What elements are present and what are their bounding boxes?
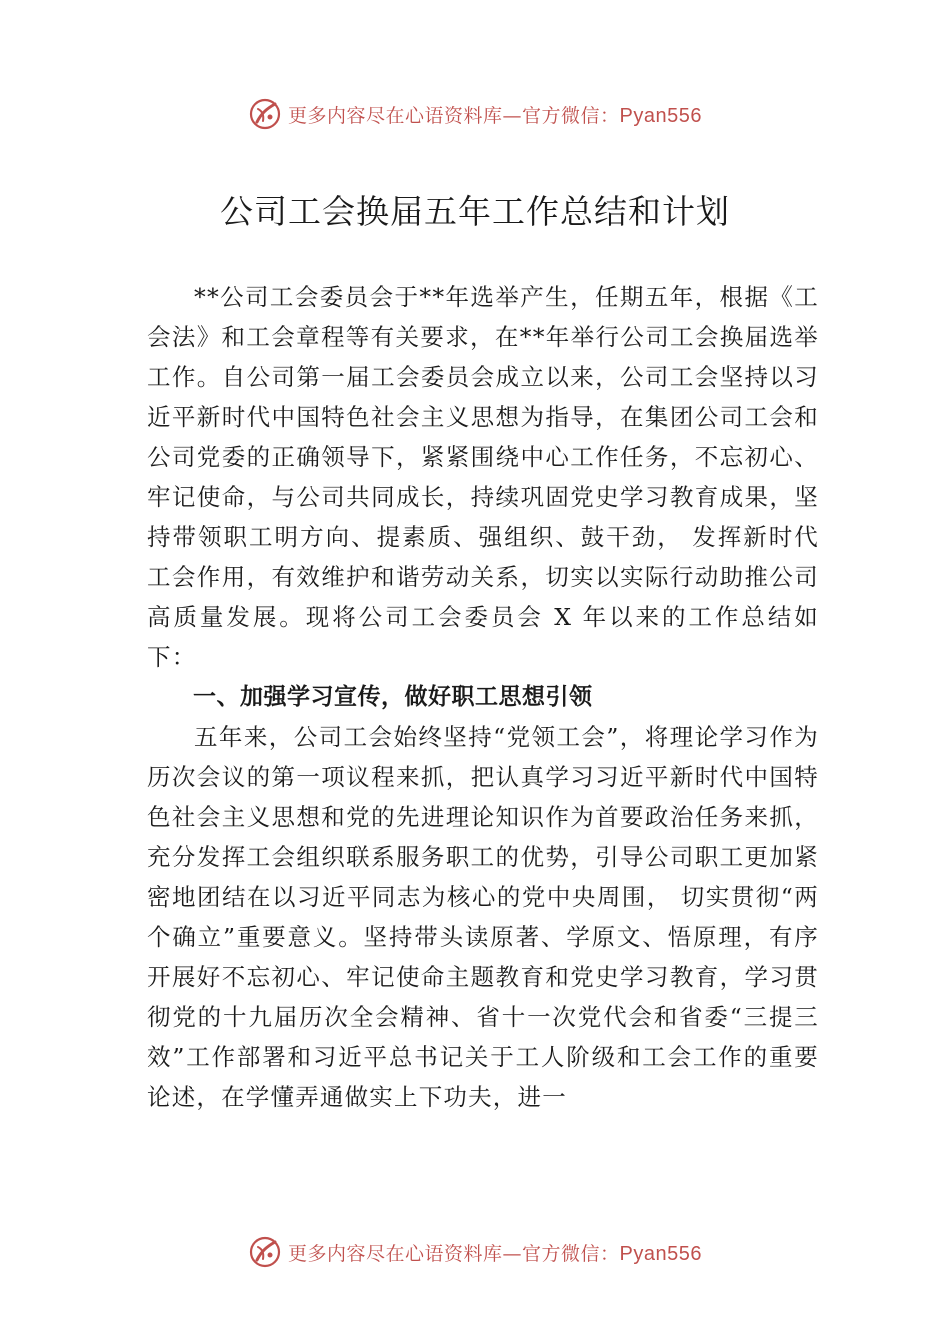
banner-text bbox=[288, 1239, 702, 1266]
banner-text bbox=[288, 101, 702, 128]
section-paragraph: 五年来，公司工会始终坚持“党领工会”，将理论学习作为历次会议的第一项议程来抓，把认真学习习近平新时代中国特色社会主义思想和党的先进理论知识作为首要政治任务来抓，充分发挥工会组织联系服务职工的优势，引导公司职工更加紧密地团结在以习近平同志为核心的党中央周围， 切实贯彻“两个确立”重要意义。坚持带头读原著、学原文、悟原理，有序开展好不忘初心、牢记使命主题教育和党史学习教育，学习贯彻党的十九届历次全会精神、省十一次党代会和省委“三提三效”工作部署和习近平总书记关于工人阶级和工会工作的重要论述，在学懂弄通做实上下功夫，进一 bbox=[147, 723, 819, 1111]
brush-logo-icon bbox=[248, 97, 282, 131]
banner-label: 更多内容尽在心语资料库—官方微信： bbox=[288, 104, 620, 127]
banner-label: 更多内容尽在心语资料库—官方微信： bbox=[288, 1242, 620, 1265]
banner-wechat-id: Pyan556 bbox=[619, 104, 702, 127]
intro-paragraph: **公司工会委员会于**年选举产生，任期五年，根据《工会法》和工会章程等有关要求，在**年举行公司工会换届选举工作。自公司第一届工会委员会成立以来，公司工会坚持以习近平新时代中国特色社会主义思想为指导，在集团公司工会和公司党委的正确领导下，紧紧围绕中心工作任务，不忘初心、牢记使命，与公司共同成长，持续巩固党史学习教育成果，坚持带领职工明方向、提素质、强组织、鼓干劲， 发挥新时代工会作用，有效维护和谐劳动关系，切实以实际行动助推公司高质量发展。现将公司工会委员会 X 年以来的工作总结如下： bbox=[147, 283, 819, 671]
document-body bbox=[147, 277, 819, 1117]
header-banner bbox=[0, 94, 950, 134]
banner-wechat-id: Pyan556 bbox=[619, 1242, 702, 1265]
footer-banner bbox=[0, 1232, 950, 1272]
brush-logo-icon bbox=[248, 1235, 282, 1269]
section-heading: 一、加强学习宣传，做好职工思想引领 bbox=[193, 684, 593, 710]
document-title: 公司工会换届五年工作总结和计划 bbox=[220, 192, 730, 231]
